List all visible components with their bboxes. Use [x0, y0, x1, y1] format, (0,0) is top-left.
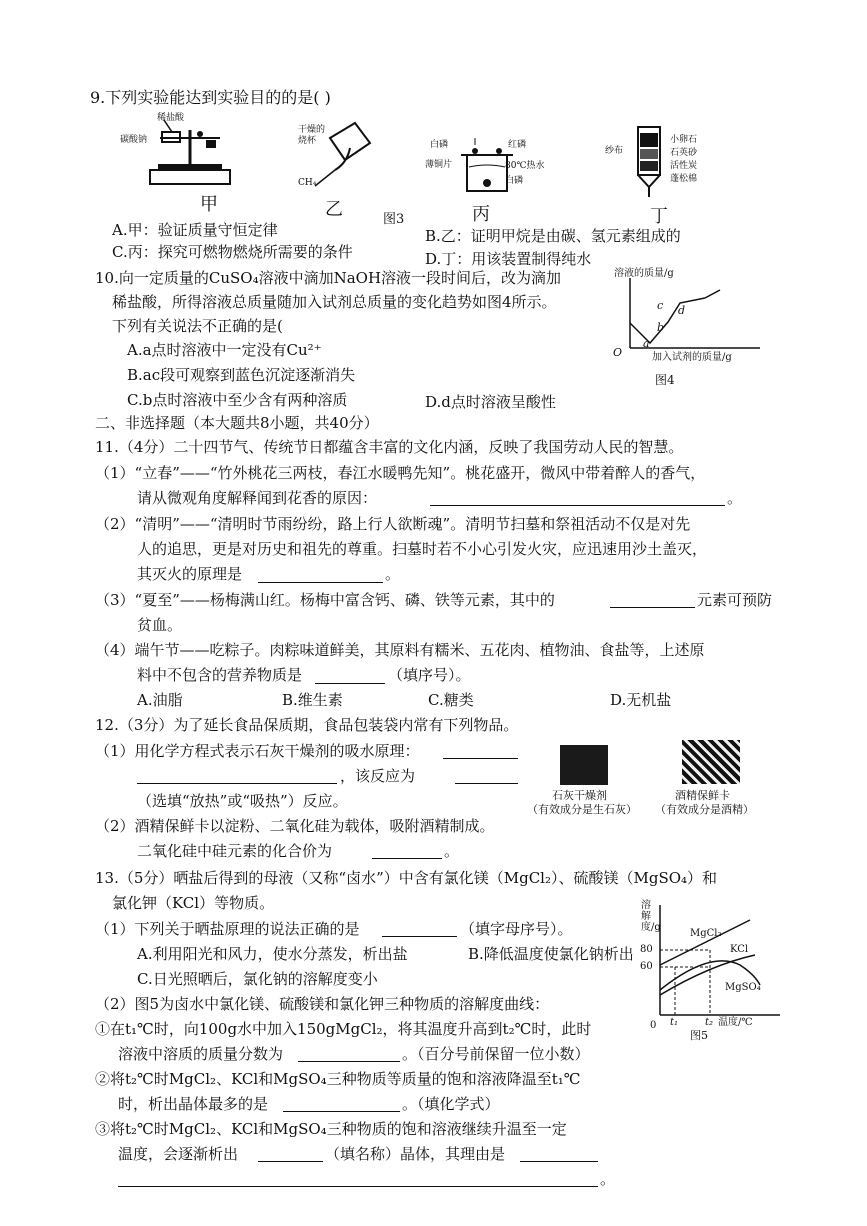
- caption-jia: 甲: [200, 194, 218, 215]
- q10-option-d: D.d点时溶液呈酸性: [425, 393, 556, 411]
- q11-p1-line2: 请从微观角度解释闻到花香的原因：: [137, 489, 378, 507]
- q10-option-b: B.ac段可观察到蓝色沉淀逐渐消失: [127, 366, 356, 384]
- q13-option-c: C.日光照晒后，氯化钠的溶解度变小: [137, 970, 378, 988]
- q9-stem: 9.下列实验能达到实验目的的是( ): [90, 88, 331, 107]
- q13-s2-line2a: 时，析出晶体最多的是: [118, 1095, 269, 1113]
- q13-s2-line1: ②将t₂℃时MgCl₂、KCl和MgSO₄三种物质等质量的饱和溶液降温至t₁℃: [95, 1070, 581, 1088]
- label-activated-carbon: 活性炭: [670, 161, 698, 171]
- q9-option-c: C.丙：探究可燃物燃烧所需要的条件: [112, 243, 353, 261]
- figure5-mgcl2-label: MgCl₂: [690, 928, 722, 939]
- q11-p1-line1: （1）“立春”——“竹外桃花三两枝，春江水暖鸭先知”。桃花盛开，微风中带着醉人的香气，: [95, 464, 706, 482]
- q11-option-d: D.无机盐: [610, 691, 672, 709]
- q11-option-c: C.糖类: [428, 691, 474, 709]
- q12-p2-line1: （2）酒精保鲜卡以淀粉、二氧化硅为载体，吸附酒精制成。: [95, 817, 495, 835]
- q12-p1-blank-b[interactable]: [137, 783, 337, 784]
- q13-s3-blank-reason-b[interactable]: [118, 1186, 598, 1187]
- q12-p2-line2: 二氧化硅中硅元素的化合价为: [137, 842, 333, 860]
- q13-s3-line2a: 温度，会逐渐析出: [118, 1145, 239, 1163]
- label-gauze: 纱布: [605, 146, 624, 156]
- figure4-point-d: d: [678, 304, 686, 317]
- q10-option-a: A.a点时溶液中一定没有Cu²⁺: [127, 341, 322, 359]
- q13-s3-end: 。: [600, 1170, 616, 1188]
- q13-s1-line1: ①在t₁℃时，向100g水中加入150gMgCl₂，将其温度升高到t₂℃时，此时: [95, 1020, 592, 1038]
- label-dry: 干燥的: [298, 125, 326, 135]
- figure5-tick-80: 80: [640, 944, 653, 955]
- label-sodium-carbonate: 碳酸钠: [120, 135, 148, 145]
- figure4-graph: [610, 268, 770, 388]
- q9-option-d: D.丁：用该装置制得纯水: [425, 250, 592, 268]
- label-red-phosphorus: 红磷: [508, 140, 527, 150]
- q11-option-b: B.维生素: [282, 691, 343, 709]
- q13-s3-blank-name[interactable]: [258, 1161, 323, 1162]
- figure4-ylabel: 溶液的质量/g: [614, 268, 674, 279]
- q11-p4-line2b: （填序号）。: [388, 666, 471, 684]
- q12-p1-blank-c[interactable]: [455, 783, 518, 784]
- caption-ding: 丁: [650, 206, 668, 227]
- label-white-phosphorus-top: 白磷: [430, 140, 449, 150]
- q13-s1-line2a: 溶液中溶质的质量分数为: [118, 1045, 284, 1063]
- q13-s1-answer-blank[interactable]: [298, 1061, 400, 1062]
- label-copper-sheet: 薄铜片: [425, 160, 453, 170]
- q13-s3-line2b: （填名称）晶体，其理由是: [325, 1145, 506, 1163]
- q12-p1-line2: ，该反应为: [340, 767, 416, 785]
- q11-p4-answer-blank[interactable]: [315, 683, 385, 684]
- q12-stem: 12.（3分）为了延长食品保质期，食品包装袋内常有下列物品。: [95, 716, 519, 734]
- q12-p1-blank-a[interactable]: [443, 758, 518, 759]
- q13-stem-line1: 13.（5分）晒盐后得到的母液（又称“卤水”）中含有氯化镁（MgCl₂）、硫酸镁（MgSO₄）和: [95, 869, 718, 887]
- q10-option-c: C.b点时溶液中至少含有两种溶质: [127, 391, 348, 409]
- figure5-mgso4-label: MgSO₄: [725, 982, 761, 993]
- label-methane: CH₄: [298, 178, 317, 188]
- water-filter-figure: [630, 125, 670, 200]
- q13-s3-line1: ③将t₂℃时MgCl₂、KCl和MgSO₄三种物质的饱和溶液继续升温至一定: [95, 1120, 567, 1138]
- alcohol-card-title: 酒精保鲜卡: [675, 789, 730, 802]
- q13-p2: （2）图5为卤水中氯化镁、硫酸镁和氯化钾三种物质的溶解度曲线：: [95, 995, 550, 1013]
- q12-p2-answer-blank[interactable]: [372, 858, 442, 859]
- q13-stem-line2: 氯化钾（KCl）等物质。: [112, 894, 275, 912]
- q11-p2-line1: （2）“清明”——“清明时节雨纷纷，路上行人欲断魂”。清明节扫墓和祭祖活动不仅是对先: [95, 515, 691, 533]
- q13-p1-line1a: （1）下列关于晒盐原理的说法正确的是: [95, 920, 360, 938]
- q11-option-a: A.油脂: [137, 691, 183, 709]
- q13-p1-line1b: （填字母序号）。: [460, 920, 573, 938]
- figure5-ylabel: 溶解度/g: [641, 900, 661, 933]
- figure4-origin: O: [613, 346, 623, 359]
- q11-p1-answer-blank[interactable]: [430, 505, 725, 506]
- q13-option-a: A.利用阳光和风力，使水分蒸发，析出盐: [137, 945, 408, 963]
- lime-desiccant-title: 石灰干燥剂: [552, 789, 607, 802]
- q11-p3-line2: 贫血。: [137, 616, 183, 634]
- q11-p3-line1a: （3）“夏至”——杨梅满山红。杨梅中富含钙、磷、铁等元素，其中的: [95, 591, 555, 609]
- q11-p2-end: 。: [385, 565, 401, 583]
- label-beaker: 烧杯: [298, 136, 317, 146]
- q11-p3-line1b: 元素可预防: [697, 591, 773, 609]
- label-cotton: 蓬松棉: [670, 174, 698, 184]
- figure4-point-a: a: [643, 337, 650, 350]
- q11-stem: 11.（4分）二十四节气、传统节日都蕴含丰富的文化内涵，反映了我国劳动人民的智慧。: [95, 438, 684, 456]
- q10-stem-line3: 下列有关说法不正确的是(: [112, 317, 283, 335]
- q9-option-a: A.甲：验证质量守恒定律: [112, 221, 278, 239]
- figure5-caption: 图5: [690, 1029, 708, 1042]
- label-hydrochloric-acid: 稀盐酸: [157, 113, 185, 123]
- figure5-t2: t₂: [705, 1017, 714, 1028]
- q11-p2-answer-blank[interactable]: [258, 582, 383, 583]
- lime-desiccant-photo: [560, 745, 608, 785]
- q13-s2-answer-blank[interactable]: [283, 1111, 400, 1112]
- figure5-origin: 0: [650, 1020, 657, 1031]
- q10-stem-line1: 10.向一定质量的CuSO₄溶液中滴加NaOH溶液一段时间后，改为滴加: [95, 269, 562, 287]
- lime-desiccant-note: （有效成分是生石灰）: [527, 803, 637, 816]
- alcohol-card-photo: [682, 740, 740, 784]
- q10-stem-line2: 稀盐酸，所得溶液总质量随加入试剂总质量的变化趋势如图4所示。: [112, 293, 557, 311]
- q11-p2-line2: 人的追思，更是对历史和祖先的尊重。扫墓时若不小心引发火灾，应迅速用沙土盖灭，: [137, 540, 708, 558]
- q12-p2-end: 。: [444, 842, 460, 860]
- figure5-solubility-graph: [630, 895, 790, 1030]
- figure5-xlabel: 温度/℃: [718, 1017, 753, 1028]
- q9-option-b: B.乙：证明甲烷是由碳、氢元素组成的: [425, 227, 681, 245]
- caption-fig3: 图3: [383, 212, 405, 227]
- q13-s2-line2b: 。（填化学式）: [402, 1095, 500, 1113]
- q11-p1-end: 。: [727, 489, 743, 507]
- section2-heading: 二、非选择题（本大题共8小题，共40分）: [95, 414, 379, 432]
- figure5-kcl-label: KCl: [730, 944, 749, 955]
- label-pebble: 小卵石: [670, 135, 698, 145]
- q11-p4-line2a: 料中不包含的营养物质是: [137, 666, 303, 684]
- q13-option-b: B.降低温度使氯化钠析出: [468, 945, 634, 963]
- caption-yi: 乙: [325, 199, 343, 220]
- figure5-tick-60: 60: [640, 961, 653, 972]
- q11-p4-line1: （4）端午节——吃粽子。肉粽味道鲜美，其原料有糯米、五花肉、植物油、食盐等，上述原: [95, 641, 705, 659]
- alcohol-card-note: （有效成分是酒精）: [655, 803, 754, 816]
- figure4-caption: 图4: [655, 373, 675, 387]
- label-quartz-sand: 石英砂: [670, 148, 698, 158]
- figure5-t1: t₁: [670, 1017, 679, 1028]
- figure4-point-b: b: [657, 321, 665, 334]
- q12-p1-line3: （选填“放热”或“吸热”）反应。: [137, 792, 348, 810]
- label-hot-water: 80℃热水: [505, 161, 545, 171]
- figure4-xlabel: 加入试剂的质量/g: [652, 352, 732, 363]
- label-white-phosphorus-bottom: 白磷: [505, 176, 524, 186]
- q13-p1-answer-blank[interactable]: [382, 936, 457, 937]
- q11-p2-line3: 其灭火的原理是: [137, 565, 243, 583]
- q12-p1-line1: （1）用化学方程式表示石灰干燥剂的吸水原理：: [95, 742, 420, 760]
- figure4-point-c: c: [657, 299, 664, 312]
- q13-s1-line2b: 。（百分号前保留一位小数）: [402, 1045, 590, 1063]
- q11-p3-answer-blank[interactable]: [610, 607, 695, 608]
- caption-bing: 丙: [472, 204, 490, 225]
- q13-s3-blank-reason-a[interactable]: [520, 1161, 598, 1162]
